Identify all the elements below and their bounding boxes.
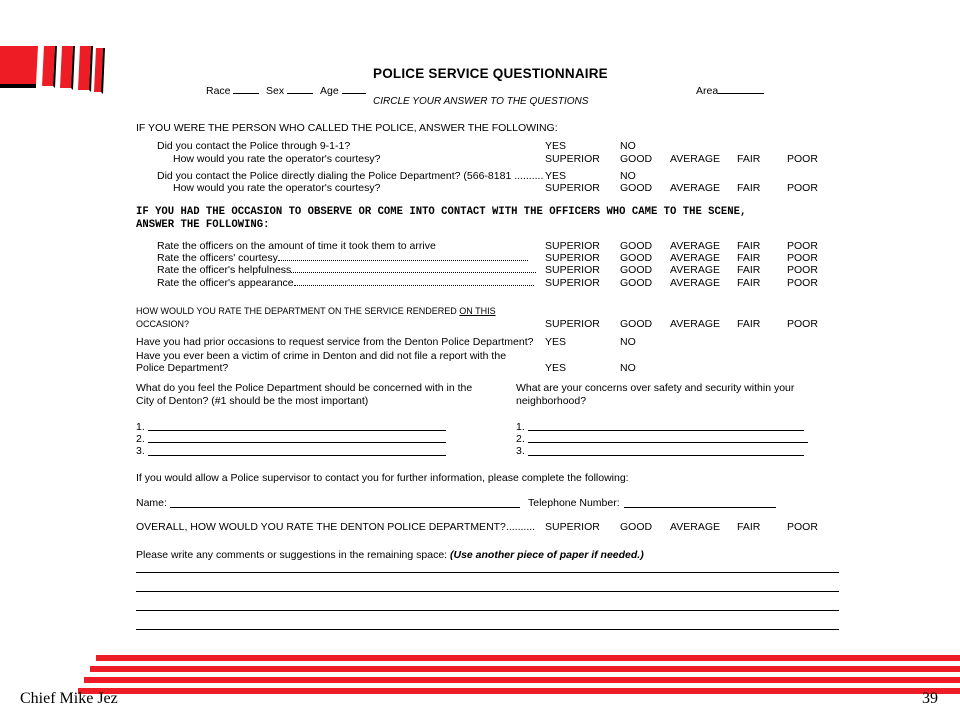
phone-label: Telephone Number: xyxy=(528,497,620,509)
concern-left-1-num: 1. xyxy=(136,421,145,433)
q-prior: Have you had prior occasions to request service from the Denton Police Department? xyxy=(136,336,534,348)
concern-right-3-line[interactable] xyxy=(528,455,804,456)
concern-left-1-line[interactable] xyxy=(148,430,446,431)
q-department-underlined: ON THIS xyxy=(459,306,496,316)
footer-stripes xyxy=(0,655,960,695)
comment-line-4[interactable] xyxy=(136,629,839,630)
answer-poor[interactable]: POOR xyxy=(787,318,818,330)
sex-field xyxy=(266,84,313,97)
logo-svg xyxy=(0,44,106,94)
answer-good[interactable]: GOOD xyxy=(620,277,653,289)
answer-good[interactable]: GOOD xyxy=(620,252,653,264)
answer-superior[interactable]: SUPERIOR xyxy=(545,252,600,264)
answer-poor[interactable]: POOR xyxy=(787,153,818,165)
footer-author: Chief Mike Jez xyxy=(20,690,118,707)
answer-yes[interactable]: YES xyxy=(545,336,567,348)
page-number: 39 xyxy=(922,690,938,707)
name-label: Name: xyxy=(136,497,167,509)
sex-blank[interactable] xyxy=(287,84,313,94)
q-helpfulness xyxy=(157,264,536,276)
sex-label: Sex xyxy=(266,85,285,97)
answer-fair[interactable]: FAIR xyxy=(737,153,761,165)
q-direct-courtesy: How would you rate the operator's courtesy? xyxy=(173,182,381,194)
q-helpfulness-text: Rate the officer's helpfulness xyxy=(157,264,292,276)
q-department-text: HOW WOULD YOU RATE THE DEPARTMENT ON THE SERVICE RENDERED xyxy=(136,306,457,316)
leader-dots xyxy=(291,264,536,273)
footer-stripe xyxy=(96,655,960,661)
answer-fair[interactable]: FAIR xyxy=(737,264,761,276)
answer-fair[interactable]: FAIR xyxy=(737,240,761,252)
name-input-line[interactable] xyxy=(170,507,520,508)
answer-good[interactable]: GOOD xyxy=(620,240,653,252)
area-label: Area xyxy=(696,85,719,97)
red-slanted-bars-logo xyxy=(0,44,106,94)
answer-average[interactable]: AVERAGE xyxy=(670,264,720,276)
comment-line-1[interactable] xyxy=(136,572,839,573)
instruction-text: CIRCLE YOUR ANSWER TO THE QUESTIONS xyxy=(373,96,589,107)
age-field xyxy=(320,84,366,97)
answer-superior[interactable]: SUPERIOR xyxy=(545,277,600,289)
q-911-courtesy: How would you rate the operator's courtesy? xyxy=(173,153,381,165)
q-courtesy-text: Rate the officers' courtesy xyxy=(157,252,278,264)
q-overall: OVERALL, HOW WOULD YOU RATE THE DENTON POLICE DEPARTMENT?.......... xyxy=(136,521,536,533)
form-title: POLICE SERVICE QUESTIONNAIRE xyxy=(373,66,608,81)
concern-right-2-line[interactable] xyxy=(528,442,808,443)
q-direct: Did you contact the Police directly dialing the Police Department? (566-8181 .......... xyxy=(157,170,544,182)
concern-left-2-num: 2. xyxy=(136,433,145,445)
section1-heading: IF YOU WERE THE PERSON WHO CALLED THE POLICE, ANSWER THE FOLLOWING: xyxy=(136,122,558,134)
race-field xyxy=(206,84,259,97)
answer-good[interactable]: GOOD xyxy=(620,264,653,276)
footer-stripe xyxy=(84,677,960,683)
answer-average[interactable]: AVERAGE xyxy=(670,252,720,264)
q-appearance xyxy=(157,277,534,289)
age-label: Age xyxy=(320,85,339,97)
q-victim-line1: Have you ever been a victim of crime in Denton and did not file a report with the xyxy=(136,350,507,362)
comments-note: (Use another piece of paper if needed.) xyxy=(450,549,644,561)
leader-dots xyxy=(294,277,534,286)
answer-average[interactable]: AVERAGE xyxy=(670,153,720,165)
answer-good[interactable]: GOOD xyxy=(620,318,653,330)
answer-good[interactable]: GOOD xyxy=(620,182,653,194)
answer-superior[interactable]: SUPERIOR xyxy=(545,318,600,330)
q-time: Rate the officers on the amount of time it took them to arrive xyxy=(157,240,436,252)
answer-poor[interactable]: POOR xyxy=(787,521,818,533)
answer-superior[interactable]: SUPERIOR xyxy=(545,182,600,194)
answer-no[interactable]: NO xyxy=(620,170,636,182)
q-contact: If you would allow a Police supervisor to contact you for further information, please complete the following: xyxy=(136,472,629,484)
concern-right-2-num: 2. xyxy=(516,433,525,445)
answer-poor[interactable]: POOR xyxy=(787,264,818,276)
answer-superior[interactable]: SUPERIOR xyxy=(545,264,600,276)
leader-dots xyxy=(278,252,528,261)
answer-yes[interactable]: YES xyxy=(545,140,567,152)
concern-right-1-line[interactable] xyxy=(528,430,804,431)
answer-average[interactable]: AVERAGE xyxy=(670,182,720,194)
answer-poor[interactable]: POOR xyxy=(787,182,818,194)
answer-fair[interactable]: FAIR xyxy=(737,521,761,533)
q-appearance-text: Rate the officer's appearance xyxy=(157,277,294,289)
answer-average[interactable]: AVERAGE xyxy=(670,240,720,252)
phone-input-line[interactable] xyxy=(624,507,776,508)
area-field xyxy=(696,84,764,97)
q-concerns-right-line1: What are your concerns over safety and security within your xyxy=(516,382,795,394)
answer-superior[interactable]: SUPERIOR xyxy=(545,153,600,165)
comment-line-3[interactable] xyxy=(136,610,839,611)
answer-yes[interactable]: YES xyxy=(545,362,567,374)
concern-left-2-line[interactable] xyxy=(148,442,446,443)
answer-fair[interactable]: FAIR xyxy=(737,277,761,289)
area-blank[interactable] xyxy=(718,84,764,94)
q-department-line2: OCCASION? xyxy=(136,319,190,329)
q-concerns-left-line1: What do you feel the Police Department should be concerned with in the xyxy=(136,382,473,394)
q-courtesy xyxy=(157,252,528,264)
concern-left-3-num: 3. xyxy=(136,445,145,457)
answer-fair[interactable]: FAIR xyxy=(737,318,761,330)
answer-poor[interactable]: POOR xyxy=(787,240,818,252)
answer-superior[interactable]: SUPERIOR xyxy=(545,521,600,533)
answer-average[interactable]: AVERAGE xyxy=(670,277,720,289)
comments-label: Please write any comments or suggestions in the remaining space: xyxy=(136,549,448,561)
age-blank[interactable] xyxy=(342,84,366,94)
answer-superior[interactable]: SUPERIOR xyxy=(545,240,600,252)
q-department-line1 xyxy=(136,305,496,317)
q-concerns-left-line2: City of Denton? (#1 should be the most important) xyxy=(136,395,369,407)
answer-average[interactable]: AVERAGE xyxy=(670,521,720,533)
answer-no[interactable]: NO xyxy=(620,140,636,152)
concern-right-3-num: 3. xyxy=(516,445,525,457)
section2-heading-line1: IF YOU HAD THE OCCASION TO OBSERVE OR COME INTO CONTACT WITH THE OFFICERS WHO CAME TO THE SCENE, xyxy=(136,206,747,218)
comment-line-2[interactable] xyxy=(136,591,839,592)
answer-fair[interactable]: FAIR xyxy=(737,252,761,264)
section2-heading-line2: ANSWER THE FOLLOWING: xyxy=(136,219,270,231)
concern-right-1-num: 1. xyxy=(516,421,525,433)
footer-stripe xyxy=(78,688,960,694)
answer-poor[interactable]: POOR xyxy=(787,252,818,264)
answer-good[interactable]: GOOD xyxy=(620,153,653,165)
answer-no[interactable]: NO xyxy=(620,336,636,348)
race-blank[interactable] xyxy=(233,84,259,94)
q-victim-line2: Police Department? xyxy=(136,362,229,374)
footer-stripe xyxy=(90,666,960,672)
answer-average[interactable]: AVERAGE xyxy=(670,318,720,330)
q-concerns-right-line2: neighborhood? xyxy=(516,395,587,407)
concern-left-3-line[interactable] xyxy=(148,455,446,456)
answer-poor[interactable]: POOR xyxy=(787,277,818,289)
q-911: Did you contact the Police through 9-1-1? xyxy=(157,140,351,152)
answer-yes[interactable]: YES xyxy=(545,170,567,182)
comments-prompt xyxy=(136,549,644,561)
answer-no[interactable]: NO xyxy=(620,362,636,374)
race-label: Race xyxy=(206,85,231,97)
answer-fair[interactable]: FAIR xyxy=(737,182,761,194)
answer-good[interactable]: GOOD xyxy=(620,521,653,533)
